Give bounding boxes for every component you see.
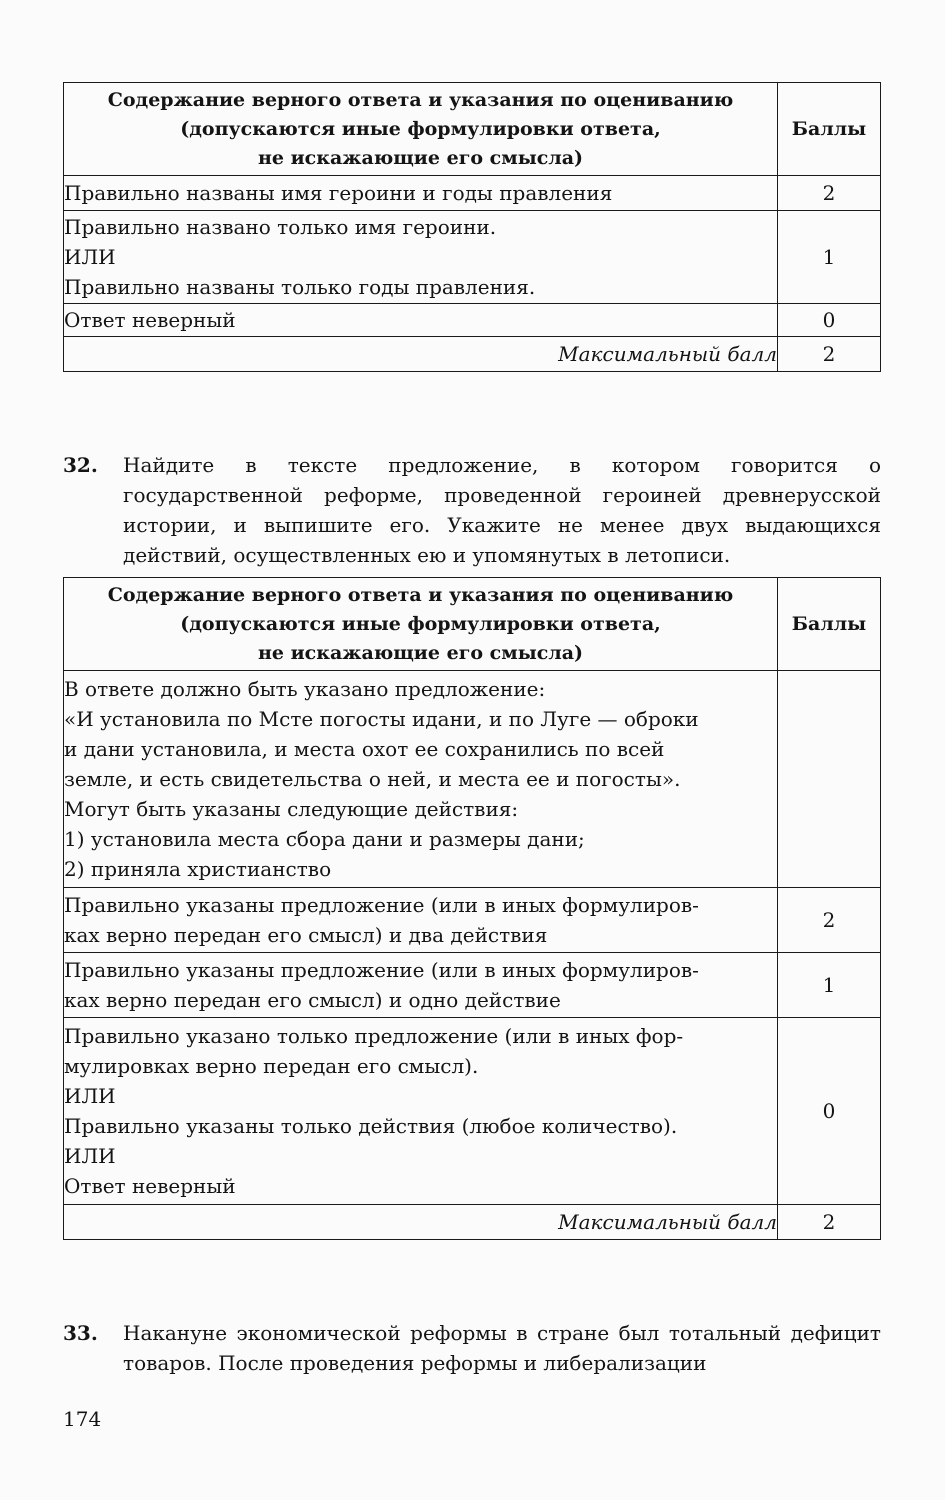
table-row [64, 211, 881, 304]
points-cell: 1 [778, 953, 881, 1018]
question-number: 32. [63, 453, 98, 477]
points-cell: 2 [778, 176, 881, 211]
max-score-row [64, 1205, 881, 1240]
table-header-row [64, 83, 881, 176]
criterion-cell: Ответ неверный [64, 304, 778, 337]
question-32 [63, 450, 881, 570]
max-score-label: Максимальный балл [64, 1205, 778, 1240]
criterion-cell: Правильно указаны предложение (или в иных формулиров- ках верно передан его смысл) и два действия [64, 888, 778, 953]
points-cell: 1 [778, 211, 881, 304]
header-content-cell: Содержание верного ответа и указания по оцениванию (допускаются иные формулировки ответа, не искажающие его смысла) [64, 83, 778, 176]
question-33 [63, 1318, 881, 1378]
header-points-cell: Баллы [778, 578, 881, 671]
max-score-value: 2 [778, 337, 881, 372]
page-number: 174 [63, 1407, 102, 1431]
table-row [64, 888, 881, 953]
criterion-cell: Правильно указаны предложение (или в иных формулиров- ках верно передан его смысл) и одно действие [64, 953, 778, 1018]
question-text: Найдите в тексте предложение, в котором говорится о государственной реформе, проведенной героиней древнерусской истории, и выпишите его. Укажите не менее двух выдающихся действий, осуществленных ею и упомянутых в летописи. [123, 453, 881, 567]
points-cell: 2 [778, 888, 881, 953]
max-score-row [64, 337, 881, 372]
header-content-cell: Содержание верного ответа и указания по оцениванию (допускаются иные формулировки ответа, не искажающие его смысла) [64, 578, 778, 671]
answer-content-cell: В ответе должно быть указано предложение: «И установила по Мсте погосты идани, и по Луге — оброки и дани установила, и места охот ее сохранились по всей земле, и есть свидетельства о ней, и места ее и погосты». Могут быть указаны следующие действия: 1) установила места сбора дани и размеры дани; 2) приняла христианство [64, 671, 778, 888]
criterion-cell: Правильно указано только предложение (или в иных фор- мулировках верно передан его смысл). ИЛИ Правильно указаны только действия (любое количество). ИЛИ Ответ неверный [64, 1018, 778, 1205]
question-text: Накануне экономической реформы в стране был тотальный дефицит товаров. После проведения реформы и либерализации [123, 1321, 881, 1375]
points-cell: 0 [778, 1018, 881, 1205]
header-points-cell: Баллы [778, 83, 881, 176]
points-cell: 0 [778, 304, 881, 337]
table-row [64, 176, 881, 211]
table-row [64, 953, 881, 1018]
grading-table-32 [63, 577, 881, 1240]
grading-table-31 [63, 82, 881, 372]
question-number: 33. [63, 1321, 98, 1345]
table-row [64, 1018, 881, 1205]
criterion-cell: Правильно названо только имя героини. ИЛИ Правильно названы только годы правления. [64, 211, 778, 304]
criterion-cell: Правильно названы имя героини и годы правления [64, 176, 778, 211]
table-header-row [64, 578, 881, 671]
points-cell-empty [778, 671, 881, 888]
max-score-label: Максимальный балл [64, 337, 778, 372]
table-row [64, 304, 881, 337]
max-score-value: 2 [778, 1205, 881, 1240]
answer-row [64, 671, 881, 888]
